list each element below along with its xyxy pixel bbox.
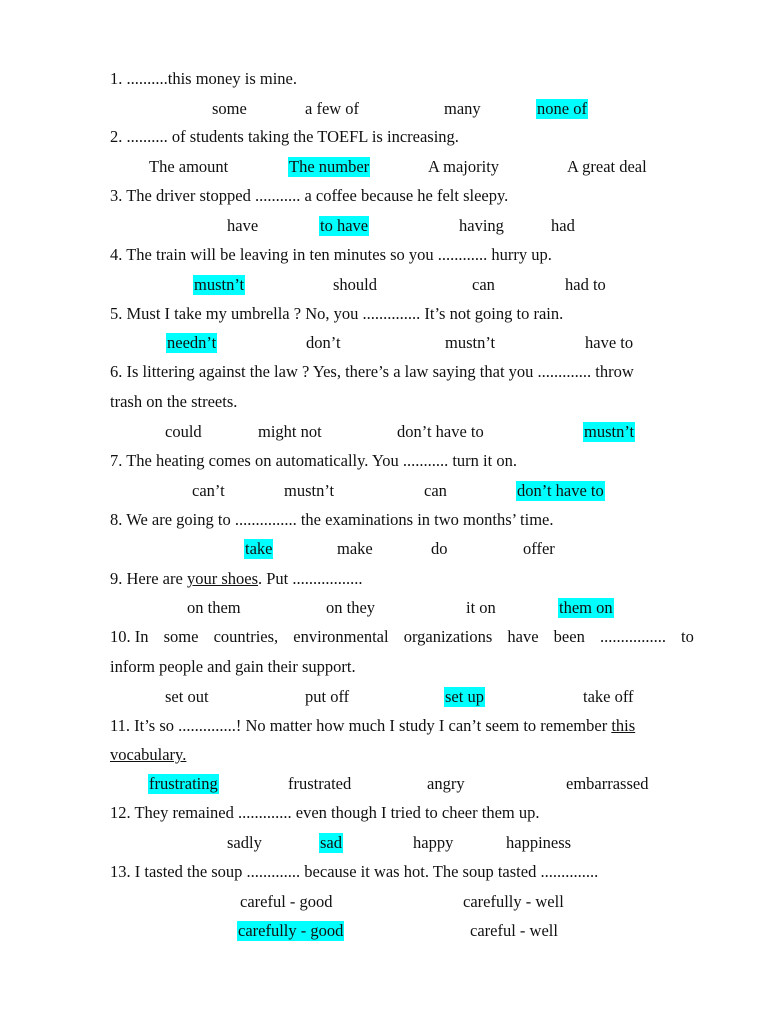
q12-option-a[interactable]: sadly: [227, 833, 262, 852]
q5-option-a-answer[interactable]: needn’t: [167, 333, 217, 352]
question-1: 1. ..........this money is mine.: [110, 69, 297, 88]
q6-option-d-answer[interactable]: mustn’t: [584, 422, 635, 441]
q10-option-c-answer[interactable]: set up: [445, 687, 484, 706]
question-10-line-2: inform people and gain their support.: [110, 657, 356, 676]
q4-option-c[interactable]: can: [472, 275, 495, 294]
q9-option-a[interactable]: on them: [187, 598, 241, 617]
q2-option-a[interactable]: The amount: [149, 157, 229, 176]
q4-option-a-answer[interactable]: mustn’t: [194, 275, 245, 294]
question-4: 4. The train will be leaving in ten minutes so you ............ hurry up.: [110, 245, 552, 264]
question-8: 8. We are going to ............... the examinations in two months’ time.: [110, 510, 554, 529]
underlined-phrase: your shoes: [186, 569, 258, 588]
q13-option-c-answer[interactable]: carefully - good: [238, 921, 344, 940]
question-2: 2. .......... of students taking the TOEFL is increasing.: [110, 127, 459, 146]
q8-option-b[interactable]: make: [337, 539, 373, 558]
q1-option-a[interactable]: some: [212, 99, 247, 118]
q12-option-d[interactable]: happiness: [506, 833, 572, 852]
q6-option-b[interactable]: might not: [258, 422, 322, 441]
q2-option-b-answer[interactable]: The number: [289, 157, 370, 176]
q9-option-c[interactable]: it on: [466, 598, 496, 617]
q10-option-b[interactable]: put off: [305, 687, 350, 706]
q12-option-b-answer[interactable]: sad: [320, 833, 342, 852]
q5-option-b[interactable]: don’t: [306, 333, 341, 352]
q13-option-b[interactable]: carefully - well: [463, 892, 564, 911]
question-7: 7. The heating comes on automatically. You ........... turn it on.: [110, 451, 517, 470]
question-3: 3. The driver stopped ........... a coffee because he felt sleepy.: [110, 186, 509, 205]
q1-option-d-answer[interactable]: none of: [537, 99, 587, 118]
q7-option-b[interactable]: mustn’t: [284, 481, 335, 500]
q4-option-d[interactable]: had to: [565, 275, 606, 294]
q2-option-c[interactable]: A majority: [428, 157, 500, 176]
q12-option-c[interactable]: happy: [413, 833, 454, 852]
q8-option-a-answer[interactable]: take: [245, 539, 273, 558]
question-6-line-1: 6. Is littering against the law ? Yes, there’s a law saying that you ............. throw: [110, 362, 634, 381]
q7-option-d-answer[interactable]: don’t have to: [517, 481, 604, 500]
question-11-line-1: 11. It’s so ..............! No matter how much I study I can’t seem to remember this: [110, 716, 636, 735]
q4-option-b[interactable]: should: [333, 275, 378, 294]
question-10-line-1: 10. In some countries, environmental organizations have been ................ to: [110, 627, 694, 646]
q7-option-a[interactable]: can’t: [192, 481, 225, 500]
question-11-line-2: vocabulary.: [110, 745, 187, 764]
q11-option-a-answer[interactable]: frustrating: [149, 774, 218, 793]
q9-option-b[interactable]: on they: [326, 598, 376, 617]
question-5: 5. Must I take my umbrella ? No, you .............. It’s not going to rain.: [110, 304, 564, 323]
q9-option-d-answer[interactable]: them on: [559, 598, 613, 617]
q3-option-c[interactable]: having: [459, 216, 504, 235]
q10-option-d[interactable]: take off: [583, 687, 634, 706]
q8-option-d[interactable]: offer: [523, 539, 555, 558]
q1-option-c[interactable]: many: [444, 99, 481, 118]
q3-option-d[interactable]: had: [551, 216, 575, 235]
question-12: 12. They remained ............. even though I tried to cheer them up.: [110, 803, 540, 822]
q3-option-a[interactable]: have: [227, 216, 259, 235]
q2-option-d[interactable]: A great deal: [567, 157, 647, 176]
q6-option-c[interactable]: don’t have to: [397, 422, 484, 441]
q3-option-b-answer[interactable]: to have: [320, 216, 369, 235]
q8-option-c[interactable]: do: [431, 539, 448, 558]
q10-option-a[interactable]: set out: [165, 687, 209, 706]
q11-option-c[interactable]: angry: [427, 774, 465, 793]
q13-option-d[interactable]: careful - well: [470, 921, 558, 940]
q13-option-a[interactable]: careful - good: [240, 892, 333, 911]
q1-option-b[interactable]: a few of: [305, 99, 360, 118]
question-9: 9. Here are your shoes. Put .................: [110, 569, 363, 588]
q7-option-c[interactable]: can: [424, 481, 447, 500]
q6-option-a[interactable]: could: [165, 422, 202, 441]
q5-option-c[interactable]: mustn’t: [445, 333, 496, 352]
question-6-line-2: trash on the streets.: [110, 392, 238, 411]
q5-option-d[interactable]: have to: [585, 333, 634, 352]
q11-option-d[interactable]: embarrassed: [566, 774, 649, 793]
question-13: 13. I tasted the soup ............. because it was hot. The soup tasted ..............: [110, 862, 599, 881]
q11-option-b[interactable]: frustrated: [288, 774, 352, 793]
